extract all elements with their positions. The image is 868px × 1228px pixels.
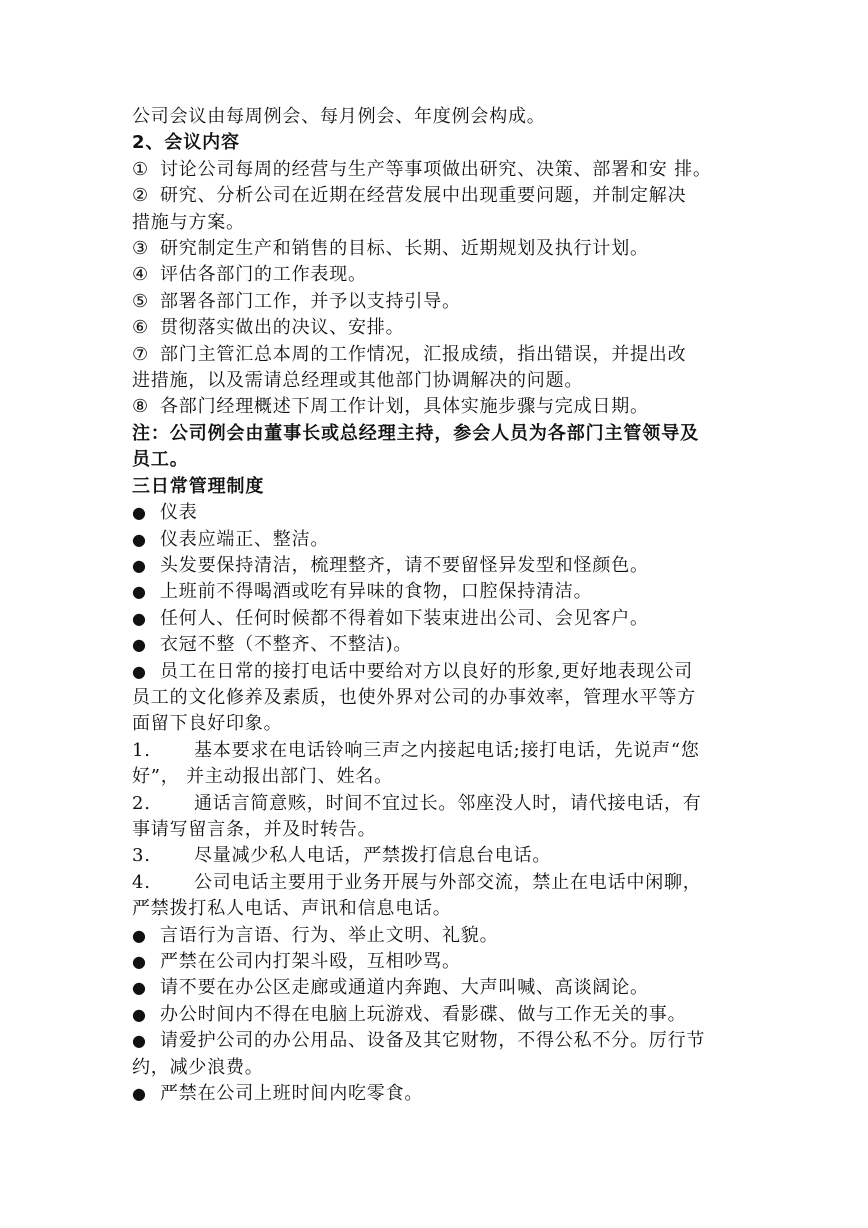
item-text: 部署各部门工作，并予以支持引导。 bbox=[160, 290, 461, 312]
rule-item bbox=[132, 659, 750, 685]
rule-item bbox=[132, 1002, 750, 1028]
meeting-item bbox=[132, 157, 750, 183]
phone-rule-item bbox=[132, 870, 750, 896]
item-text: 研究制定生产和销售的目标、长期、近期规划及执行计划。 bbox=[160, 238, 649, 260]
rule-item bbox=[132, 711, 750, 737]
rule-item bbox=[132, 1055, 750, 1081]
item-text: 任何人、任何时候都不得着如下装束进出公司、会见客户。 bbox=[160, 607, 649, 629]
bullet-marker: ● bbox=[132, 608, 147, 628]
bullet-marker: ● bbox=[132, 555, 147, 575]
phone-rules-list bbox=[132, 738, 750, 923]
item-marker: ① bbox=[132, 158, 149, 180]
item-marker: ⑤ bbox=[132, 290, 149, 312]
item-text: 评估各部门的工作表现。 bbox=[160, 264, 367, 286]
item-marker: ⑦ bbox=[132, 343, 149, 365]
item-marker: 3. bbox=[132, 845, 151, 867]
meeting-item bbox=[132, 368, 750, 394]
item-text: 员工的文化修养及素质，也使外界对公司的办事效率，管理水平等方 bbox=[132, 686, 696, 708]
item-text: 公司电话主要用于业务开展与外部交流，禁止在电话中闲聊， bbox=[194, 871, 702, 893]
meeting-item bbox=[132, 210, 750, 236]
item-text: 贯彻落实做出的决议、安排。 bbox=[160, 317, 405, 339]
appearance-rules-list bbox=[132, 500, 750, 738]
bullet-marker: ● bbox=[132, 503, 147, 523]
item-marker: 1. bbox=[132, 739, 151, 761]
meeting-note bbox=[132, 421, 750, 474]
item-text: 事请写留言条，并及时转告。 bbox=[132, 818, 377, 840]
item-marker: ⑧ bbox=[132, 396, 149, 418]
item-text: 约，减少浪费。 bbox=[132, 1056, 264, 1078]
item-text: 进措施，以及需请总经理或其他部门协调解决的问题。 bbox=[132, 370, 584, 392]
item-text: 仪表 bbox=[160, 502, 198, 524]
rule-item bbox=[132, 579, 750, 605]
section-2-heading: 2、会议内容 bbox=[132, 132, 240, 154]
item-text: 请爱护公司的办公用品、设备及其它财物，不得公私不分。厉行节 bbox=[160, 1030, 706, 1052]
item-text: 仪表应端正、整洁。 bbox=[160, 528, 330, 550]
item-marker: 2. bbox=[132, 792, 151, 814]
note-line: 注：公司例会由董事长或总经理主持，参会人员为各部门主管领导及 bbox=[132, 422, 699, 444]
item-text: 基本要求在电话铃响三声之内接起电话;接打电话，先说声“您 bbox=[194, 739, 700, 761]
bullet-marker: ● bbox=[132, 582, 147, 602]
item-text: 言语行为言语、行为、举止文明、礼貌。 bbox=[160, 924, 499, 946]
meeting-item bbox=[132, 394, 750, 420]
item-text: 请不要在办公区走廊或通道内奔跑、大声叫喊、高谈阔论。 bbox=[160, 977, 649, 999]
rule-item bbox=[132, 553, 750, 579]
item-text: 上班前不得喝酒或吃有异味的食物，口腔保持清洁。 bbox=[160, 581, 593, 603]
phone-rule-item bbox=[132, 738, 750, 764]
phone-rule-item bbox=[132, 896, 750, 922]
bullet-marker: ● bbox=[132, 978, 147, 998]
phone-rule-item bbox=[132, 764, 750, 790]
meeting-item bbox=[132, 236, 750, 262]
rule-item bbox=[132, 975, 750, 1001]
item-marker: ④ bbox=[132, 264, 149, 286]
bullet-marker: ● bbox=[132, 952, 147, 971]
item-text: 措施与方案。 bbox=[132, 211, 245, 233]
meeting-item bbox=[132, 342, 750, 368]
rule-item bbox=[132, 1081, 750, 1107]
rule-item bbox=[132, 632, 750, 658]
item-text: 面留下良好印象。 bbox=[132, 713, 283, 735]
item-text: 尽量减少私人电话，严禁拨打信息台电话。 bbox=[194, 845, 552, 867]
item-text: 严禁在公司内打架斗殴，互相吵骂。 bbox=[160, 951, 461, 972]
item-marker: 4. bbox=[132, 871, 151, 893]
item-text: 各部门经理概述下周工作计划，具体实施步骤与完成日期。 bbox=[160, 396, 649, 418]
item-text: 衣冠不整（不整齐、不整洁)。 bbox=[160, 634, 413, 656]
rule-item bbox=[132, 685, 750, 711]
bullet-marker: ● bbox=[132, 635, 147, 655]
meeting-content-list bbox=[132, 157, 750, 421]
item-marker: ⑥ bbox=[132, 317, 149, 339]
item-marker: ② bbox=[132, 185, 149, 207]
item-text: 好”， 并主动报出部门、姓名。 bbox=[132, 766, 393, 788]
meeting-item bbox=[132, 289, 750, 315]
phone-rule-item bbox=[132, 843, 750, 869]
rule-item bbox=[132, 500, 750, 526]
bullet-marker: ● bbox=[132, 1031, 147, 1051]
item-text: 严禁拨打私人电话、声讯和信息电话。 bbox=[132, 898, 452, 920]
note-line: 员工。 bbox=[132, 449, 189, 471]
item-text: 严禁在公司上班时间内吃零食。 bbox=[160, 1083, 424, 1105]
rule-item bbox=[132, 923, 750, 949]
item-text: 头发要保持清洁，梳理整齐，请不要留怪异发型和怪颜色。 bbox=[160, 554, 649, 576]
item-text: 通话言简意赅，时间不宜过长。邻座没人时，请代接电话，有 bbox=[194, 792, 702, 814]
bullet-marker: ● bbox=[132, 1084, 147, 1104]
item-text: 部门主管汇总本周的工作情况，汇报成绩，指出错误，并提出改 bbox=[160, 343, 687, 365]
meeting-item bbox=[132, 315, 750, 341]
bullet-marker: ● bbox=[132, 529, 147, 549]
bullet-marker: ● bbox=[132, 661, 147, 681]
rule-item bbox=[132, 949, 750, 975]
rule-item bbox=[132, 606, 750, 632]
section-3-heading: 三日常管理制度 bbox=[132, 475, 265, 497]
item-text: 办公时间内不得在电脑上玩游戏、看影碟、做与工作无关的事。 bbox=[160, 1003, 687, 1025]
meeting-item bbox=[132, 262, 750, 288]
meeting-item bbox=[132, 183, 750, 209]
phone-rule-item bbox=[132, 817, 750, 843]
rule-item bbox=[132, 1028, 750, 1054]
phone-rule-item bbox=[132, 791, 750, 817]
rule-item bbox=[132, 527, 750, 553]
item-text: 研究、分析公司在近期在经营发展中出现重要问题，并制定解决 bbox=[160, 185, 687, 207]
conduct-rules-list bbox=[132, 923, 750, 1108]
item-marker: ③ bbox=[132, 238, 149, 260]
intro-paragraph: 公司会议由每周例会、每月例会、年度例会构成。 bbox=[132, 106, 546, 127]
bullet-marker: ● bbox=[132, 925, 147, 945]
item-text: 讨论公司每周的经营与生产等事项做出研究、决策、部署和安 排。 bbox=[160, 158, 712, 180]
bullet-marker: ● bbox=[132, 1004, 147, 1024]
item-text: 员工在日常的接打电话中要给对方以良好的形象,更好地表现公司 bbox=[160, 660, 693, 682]
